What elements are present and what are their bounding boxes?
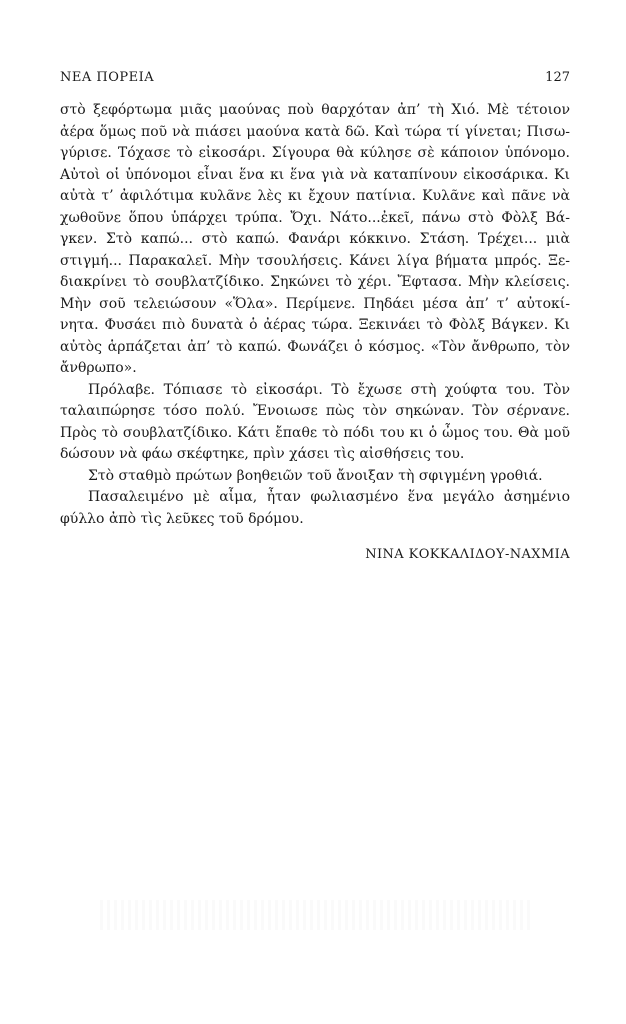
journal-title: ΝΕΑ ΠΟΡΕΙΑ <box>60 70 155 85</box>
author-signature: ΝΙΝΑ ΚΟΚΚΑΛΙΔΟΥ-ΝΑΧΜΙΑ <box>365 547 570 562</box>
paragraph: Πασαλειμένο μὲ αἷμα, ἦταν φωλιασμένο ἕνα μεγάλο ἀσημένιο φύλλο ἀπὸ τὶς λεῦκες τοῦ δρόμου. <box>60 489 570 527</box>
paragraph: Στὸ σταθμὸ πρώτων βοηθειῶν τοῦ ἄνοιξαν τὴ σφιγμένη γροθιά. <box>88 467 543 484</box>
body-text <box>60 100 570 530</box>
paragraph: Πρόλαβε. Τόπιασε τὸ εἰκοσάρι. Τὸ ἔχωσε στὴ χούφτα του. Τὸν ταλαιπώρησε τόσο πολύ. Ἔνοιωσε πὼς τὸν σηκώναν. Τὸν σέρνανε. Πρὸς τὸ σουβλατζίδικο. Κάτι ἔπαθε τὸ πόδι του κι ὁ ὦμος του. Θὰ μοῦ δώσουν νὰ φάω σκέφτηκε, πρὶν χάσει τὶς αἰσθήσεις του. <box>60 381 570 462</box>
running-head <box>60 70 570 88</box>
scan-noise <box>100 900 530 930</box>
paragraph-continued: στὸ ξεφόρτωμα μιᾶς μαούνας ποὺ θαρχόταν ἀπ’ τὴ Χιό. Μὲ τέτοιον ἀέρα ὅμως ποῦ νὰ πιάσει μαούνα κατὰ δῶ. Καὶ τώρα τί γίνεται; Πισω-γύρισε. Τόχασε τὸ εἰκοσάρι. Σίγουρα θὰ κύλησε σὲ κάποιον ὑπόνομο. Αὐτοὶ οἱ ὑπόνομοι εἶναι ἕνα κι ἕνα γιὰ νὰ καταπίνουν εἰκοσάρικα. Κι αὐτὰ τ’ ἀφιλότιμα κυλᾶνε λὲς κι ἔχουν πατίνια. Κυλᾶνε καὶ πᾶνε νὰ χωθοῦνε ὅπου ὑπάρχει τρύπα. Ὄχι. Νάτο...ἐκεῖ, πάνω στὸ Φὸλξ Βά-γκεν. Στὸ καπώ... στὸ καπώ. Φανάρι κόκκινο. Στάση. Τρέχει... μιὰ στιγμή... Παρακαλεῖ. Μὴν τσουλήσεις. Κάνει λίγα βήματα μπρός. Ξε-διακρίνει τὸ σουβλατζίδικο. Σηκώνει τὸ χέρι. Ἔφτασα. Μὴν κλείσεις. Μὴν σοῦ τελειώσουν «Ὅλα». Περίμενε. Πηδάει μέσα ἀπ’ τ’ αὐτοκί-νητα. Φυσάει πιὸ δυνατὰ ὁ ἀέρας τώρα. Ξεκινάει τὸ Φὸλξ Βάγκεν. Κι αὐτὸς ἁρπάζεται ἀπ’ τὸ καπώ. Φωνάζει ὁ κόσμος. «Τὸν ἄνθρωπο, τὸν ἄνθρωπο». <box>60 102 570 376</box>
page-number: 127 <box>545 70 570 85</box>
